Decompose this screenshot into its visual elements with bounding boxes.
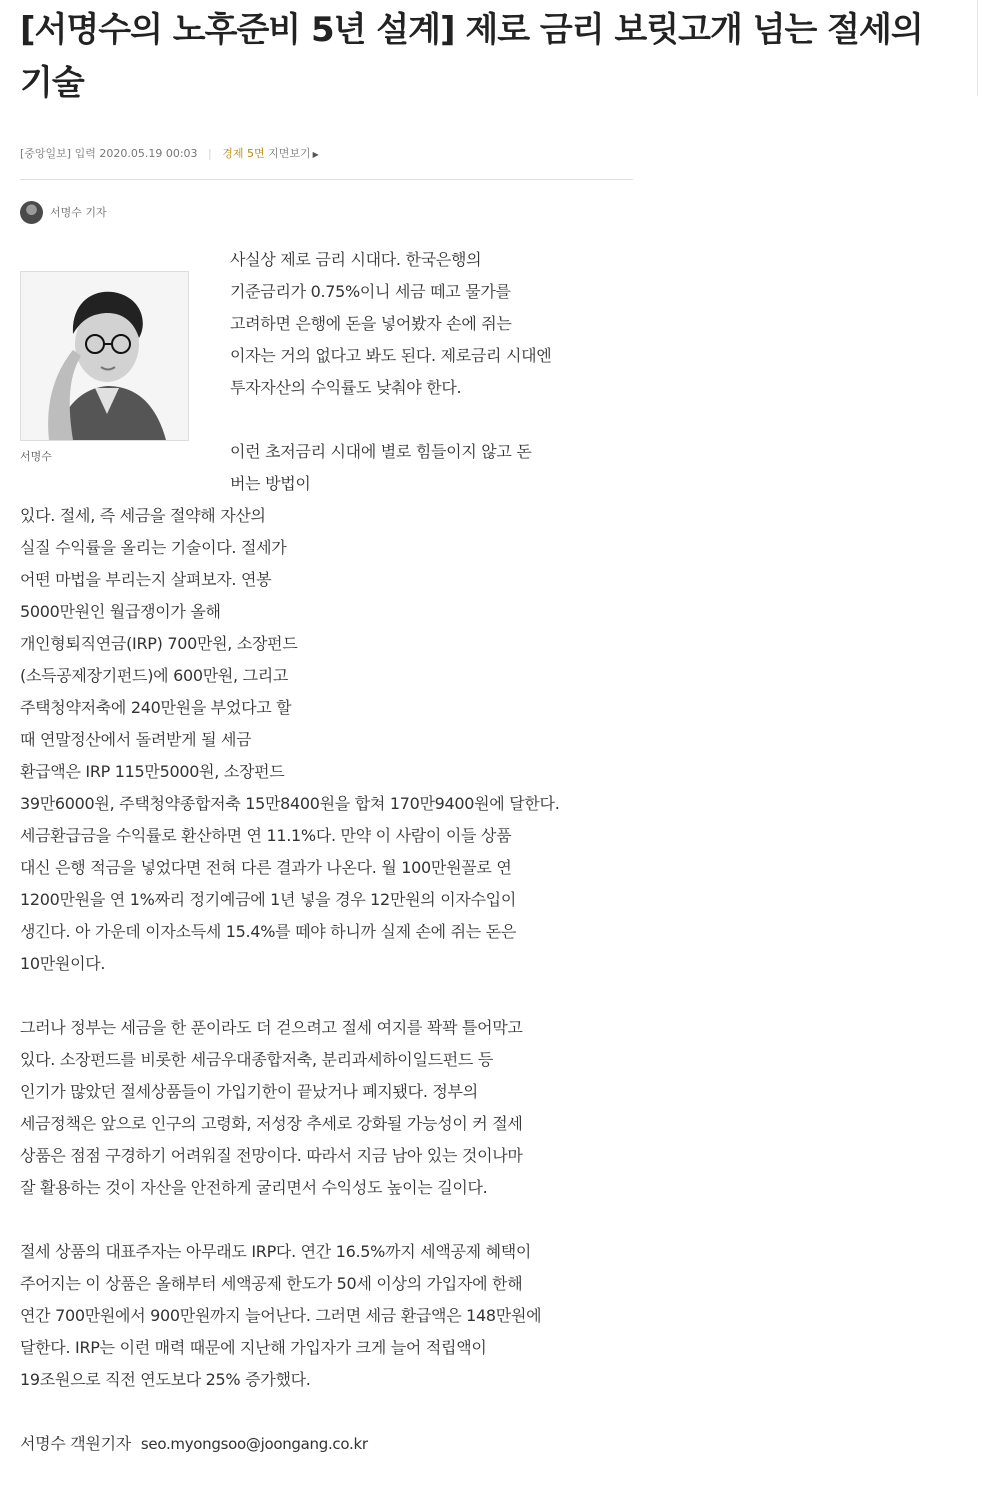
- body-line: 그러나 정부는 세금을 한 푼이라도 더 걷으려고 절세 여지를 꽉꽉 틀어막고: [20, 1018, 523, 1037]
- body-line: 개인형퇴직연금(IRP) 700만원, 소장펀드: [20, 634, 298, 653]
- meta-separator: |: [208, 147, 212, 160]
- body-line: 세금환급금을 수익률로 환산하면 연 11.1%다. 만약 이 사람이 이들 상품: [20, 826, 512, 845]
- body-line: 5000만원인 월급쟁이가 올해: [20, 602, 221, 621]
- body-line: (소득공제장기펀드)에 600만원, 그리고: [20, 666, 289, 685]
- body-line: 있다. 소장펀드를 비롯한 세금우대종합저축, 분리과세하이일드펀드 등: [20, 1050, 494, 1069]
- meta-divider: [20, 179, 633, 180]
- page-edge-divider: [977, 0, 978, 96]
- body-line: 39만6000원, 주택청약종합저축 15만8400원을 합쳐 170만9400원에 달한다.: [20, 794, 560, 813]
- print-view-link[interactable]: [268, 147, 319, 160]
- body-line: 기준금리가 0.75%이니 세금 떼고 물가를: [230, 282, 511, 301]
- body-line: 주택청약저축에 240만원을 부었다고 할: [20, 698, 292, 717]
- body-line: 생긴다. 아 가운데 이자소득세 15.4%를 떼야 하니까 실제 손에 쥐는 돈은: [20, 922, 517, 941]
- author-photo: [20, 271, 189, 441]
- body-line: 실질 수익률을 올리는 기술이다. 절세가: [20, 538, 287, 557]
- section-link[interactable]: 경제 5면: [222, 147, 265, 160]
- body-line: 사실상 제로 금리 시대다. 한국은행의: [230, 250, 482, 269]
- reporter-name: 서명수 객원기자: [20, 1434, 131, 1453]
- body-line: 환급액은 IRP 115만5000원, 소장펀드: [20, 762, 285, 781]
- body-line: 때 연말정산에서 돌려받게 될 세금: [20, 730, 252, 749]
- body-line: 고려하면 은행에 돈을 넣어봤자 손에 쥐는: [230, 314, 512, 333]
- print-view-label: 지면보기: [268, 147, 311, 160]
- body-line: 잘 활용하는 것이 자산을 안전하게 굴리면서 수익성도 높이는 길이다.: [20, 1178, 488, 1197]
- body-line: 19조원으로 직전 연도보다 25% 증가했다.: [20, 1370, 311, 1389]
- play-right-icon: ▶: [312, 150, 319, 159]
- body-line: 상품은 점점 구경하기 어려워질 전망이다. 따라서 지금 남아 있는 것이나마: [20, 1146, 523, 1165]
- source-label: [중앙일보]: [20, 147, 72, 160]
- article-headline: [서명수의 노후준비 5년 설계] 제로 금리 보릿고개 넘는 절세의 기술: [20, 10, 923, 103]
- body-line: 있다. 절세, 즉 세금을 절약해 자산의: [20, 506, 266, 525]
- body-line: 이런 초저금리 시대에 별로 힘들이지 않고 돈: [230, 442, 532, 461]
- author-portrait-illustration: [21, 272, 188, 440]
- article-meta: [20, 145, 319, 163]
- body-line: 투자자산의 수익률도 낮춰야 한다.: [230, 378, 462, 397]
- body-line: 연간 700만원에서 900만원까지 늘어난다. 그러면 세금 환급액은 148만원에: [20, 1306, 542, 1325]
- author-avatar: [20, 201, 43, 224]
- body-line: 세금정책은 앞으로 인구의 고령화, 저성장 추세로 강화될 가능성이 커 절세: [20, 1114, 523, 1133]
- published-label: 입력: [74, 147, 96, 160]
- body-line: 이자는 거의 없다고 봐도 된다. 제로금리 시대엔: [230, 346, 552, 365]
- body-line: 어떤 마법을 부리는지 살펴보자. 연봉: [20, 570, 272, 589]
- body-line: 버는 방법이: [230, 474, 311, 493]
- author-name: 서명수 기자: [50, 206, 107, 219]
- body-line: 인기가 많았던 절세상품들이 가입기한이 끝났거나 폐지됐다. 정부의: [20, 1082, 478, 1101]
- photo-caption: 서명수: [20, 450, 52, 463]
- body-line: 10만원이다.: [20, 954, 106, 973]
- body-line: 주어지는 이 상품은 올해부터 세액공제 한도가 50세 이상의 가입자에 한해: [20, 1274, 523, 1293]
- published-date: 2020.05.19 00:03: [99, 147, 198, 160]
- byline[interactable]: [20, 200, 107, 224]
- body-line: 절세 상품의 대표주자는 아무래도 IRP다. 연간 16.5%까지 세액공제 혜택이: [20, 1242, 532, 1261]
- body-line: 달한다. IRP는 이런 매력 때문에 지난해 가입자가 크게 늘어 적립액이: [20, 1338, 487, 1357]
- author-signature: [20, 1428, 368, 1460]
- reporter-email-link[interactable]: seo.myongsoo@joongang.co.kr: [140, 1435, 368, 1453]
- body-line: 대신 은행 적금을 넣었다면 전혀 다른 결과가 나온다. 월 100만원꼴로 연: [20, 858, 512, 877]
- body-line: 1200만원을 연 1%짜리 정기예금에 1년 넣을 경우 12만원의 이자수입이: [20, 890, 516, 909]
